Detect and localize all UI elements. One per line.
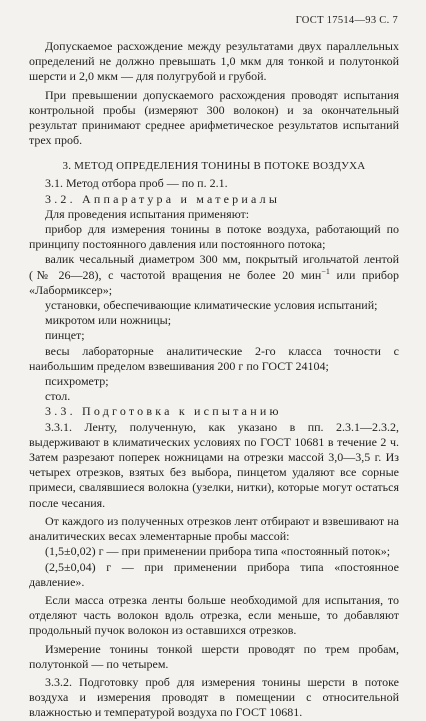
equipment-item: микротом или ножницы; <box>45 313 172 328</box>
section-title: 3. МЕТОД ОПРЕДЕЛЕНИЯ ТОНИНЫ В ПОТОКЕ ВОЗДУХА <box>62 160 366 173</box>
paragraph-control-sample: При превышении допускаемого расхождения проводят испытания контрольной пробы (измеряют 300 волокон) и за окончательный результат принимают среднее арифметическое результатов испытаний трех проб. <box>29 87 399 148</box>
equipment-item: пинцет; <box>45 328 85 343</box>
equipment-item: прибор для измерения тонины в потоке воздуха, работающий по принципу постоянного давления или постоянного потока; <box>29 222 399 252</box>
clause-3-1: 3.1. Метод отбора проб — по п. 2.1. <box>45 176 228 191</box>
clause-3-3-heading: 3.3. Подготовка к испытанию <box>45 404 282 419</box>
clause-3-2-intro: Для проведения испытания применяют: <box>45 206 250 221</box>
equipment-item: стол. <box>45 389 71 404</box>
clause-3-3-1: 3.3.1. Ленту, полученную, как указано в пп. 2.3.1—2.3.2, выдерживают в климатических условиях по ГОСТ 10681 в течение 2 ч. Затем разрезают поперек ножницами на отрезки массой 3,0—3,5 г. Из четырех отрезков, взятых без выбора, пинцетом удаляют все сорные примеси, свалявшиеся волокна (узелки, нитки), которые могут остаться после чесания. <box>29 419 399 510</box>
equipment-item <box>29 252 399 298</box>
paragraph-tolerance: Допускаемое расхождение между результатами двух параллельных определений не должно превышать 1,0 мкм для тонкой и полутонкой шерсти и 2,0 мкм — для полугрубой и грубой. <box>29 39 399 84</box>
clause-3-3-2: 3.3.2. Подготовку проб для измерения тонины шерсти в потоке воздуха и измерения проводят в помещении с относительной влажностью и температурой воздуха по ГОСТ 10681. <box>29 674 399 720</box>
equipment-item-text: валик чесальный диаметром 300 мм, покрытый игольчатой лентой (№ 26—28), с частотой вращения не более 20 мин <box>29 252 399 282</box>
equipment-item: установки, обеспечивающие климатические условия испытаний; <box>45 298 378 313</box>
clause-3-2-heading: 3.2. Аппаратура и материалы <box>45 191 281 206</box>
paragraph-sample-count: Измерение тонины тонкой шерсти проводят по трем пробам, полутонкой — по четырем. <box>29 641 399 671</box>
paragraph-mass-adjust: Если масса отрезка ленты больше необходимой для испытания, то отделяют часть волокон вдоль отрезка, если меньше, то добавляют продольный пучок волокон из оставшихся отрезков. <box>29 592 399 638</box>
page-header: ГОСТ 17514—93 С. 7 <box>295 15 398 26</box>
equipment-item-text: или прибор «Лабормиксер»; <box>29 267 399 297</box>
unit-superscript: −1 <box>321 266 330 276</box>
paragraph-sample-mass: От каждого из полученных отрезков лент отбирают и взвешивают на аналитических весах элементарные пробы массой: <box>29 513 399 544</box>
mass-item: (2,5±0,04) г — при применении прибора типа «постоянное давление». <box>29 559 399 589</box>
document-body <box>29 39 399 721</box>
mass-item: (1,5±0,02) г — при применении прибора типа «постоянный поток»; <box>45 544 391 559</box>
equipment-item: психрометр; <box>45 374 109 389</box>
equipment-item: весы лабораторные аналитические 2-го класса точности с наибольшим пределом взвешивания 200 г по ГОСТ 24104; <box>29 343 399 373</box>
